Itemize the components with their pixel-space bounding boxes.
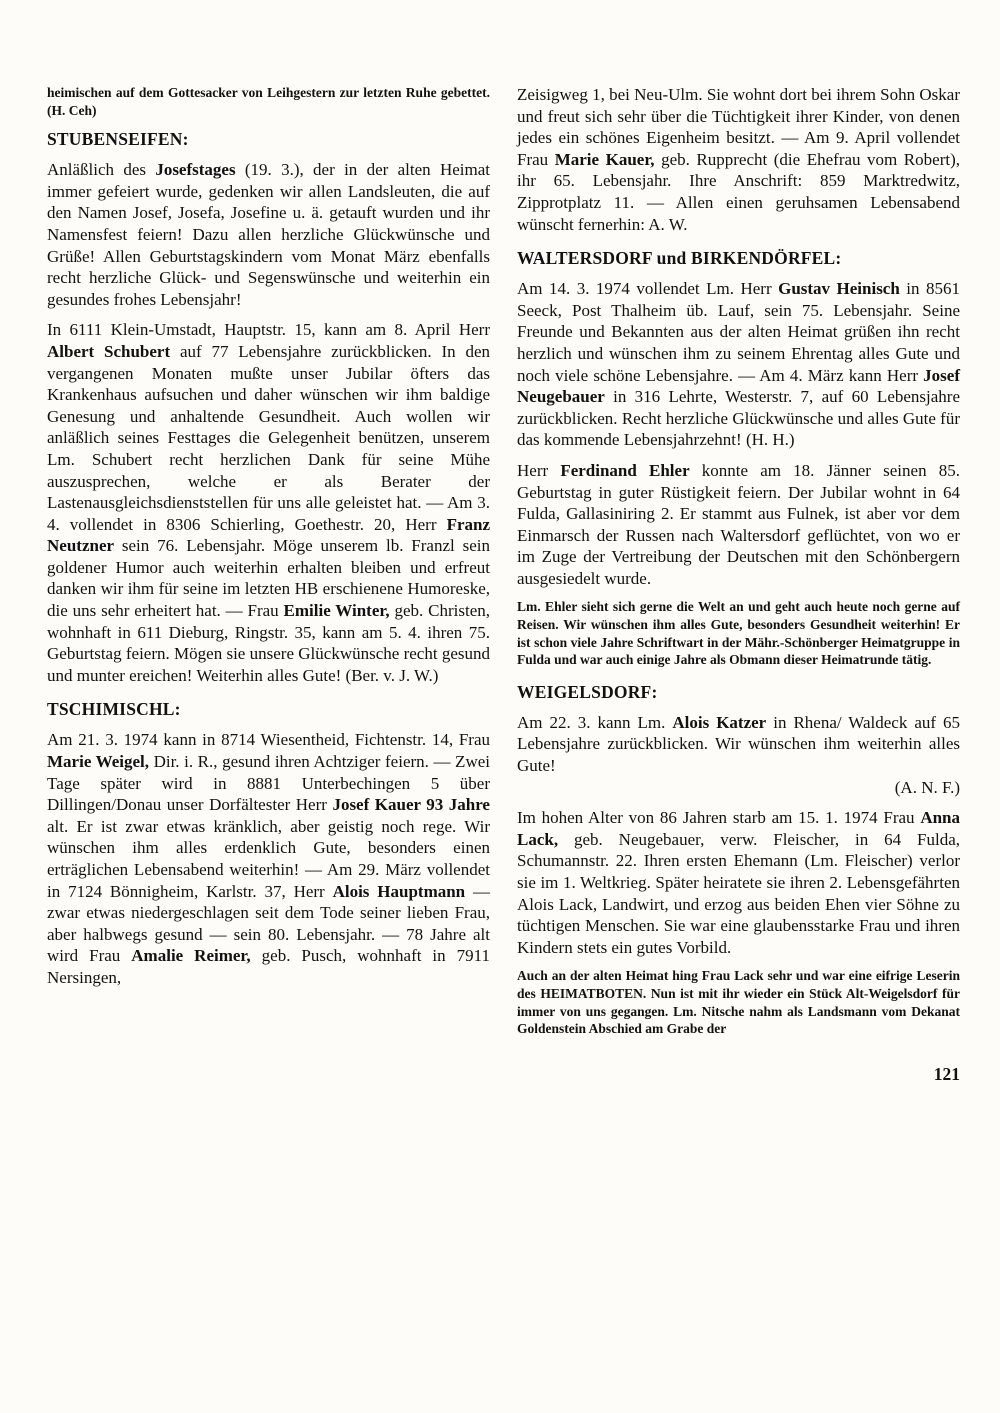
- paragraph-continuation: Zeisigweg 1, bei Neu-Ulm. Sie wohnt dort bei ihrem Sohn Oskar und freut sich sehr über die Tüchtigkeit ihrer Kinder, von denen jedes ein schönes Eigenheim besitzt. — Am 9. April vollendet Frau Marie Kauer, geb. Rupprecht (die Ehefrau vom Robert), ihr 65. Lebensjahr. Ihre Anschrift: 859 Marktredwitz, Zipprotplatz 11. — Allen einen geruhsamen Lebensabend wünscht fernerhin: A. W.: [517, 85, 960, 234]
- small-note-lack: Auch an der alten Heimat hing Frau Lack sehr und war eine eifrige Leserin des HEIMATBOTEN. Nun ist mit ihr wieder ein Stück Alt-Weigelsdorf für immer von uns gegangen. Lm. Nitsche nahm als Landsmann vom Dekanat Goldenstein Abschied am Grabe der: [517, 968, 960, 1037]
- paragraph-waltersdorf-2: Herr Ferdinand Ehler konnte am 18. Jänner seinen 85. Geburtstag in guter Rüstigkeit feiern. Der Jubilar wohnt in 64 Fulda, Gallasiniring 2. Er stammt aus Fulnek, ist aber vor dem Einmarsch der Russen nach Waltersdorf geflüchtet, von wo er im Zuge der Vertreibung der Deutschen mit den Schönbergern ausgesiedelt wurde.: [517, 460, 960, 588]
- attribution: (A. N. F.): [894, 777, 960, 797]
- section-heading-weigelsdorf: WEIGELSDORF:: [517, 681, 658, 702]
- carryover-text: heimischen auf dem Gottesacker von Leihgestern zur letzten Ruhe gebettet. (H. Ceh): [47, 85, 490, 118]
- paragraph-weigelsdorf-1: Am 22. 3. kann Lm. Alois Katzer in Rhena/ Waldeck auf 65 Lebensjahre zurückblicken. Wir wünschen ihm weiterhin alles Gute!: [517, 712, 961, 776]
- paragraph-stubenseifen-2: In 6111 Klein-Umstadt, Hauptstr. 15, kann am 8. April Herr Albert Schubert auf 77 Lebensjahre zurückblicken. In den vergangenen Monaten mußte unser Jubilar öfters das Krankenhaus aufsuchen und daher wünschen wir ihm baldige Genesung und anhaltende Gesundheit. Auch wollen wir anläßlich seines Festtages die Gelegenheit benützen, unserem Lm. Schubert recht herzlichen Dank für seine Mühe auszusprechen, welche er als Berater der Lastenausgleichsdienststellen für uns alle geleistet hat. — Am 3. 4. vollendet in 8306 Schierling, Goethestr. 20, Herr Franz Neutzner sein 76. Lebensjahr. Möge unserem lb. Franzl sein goldener Humor auch weiterhin erhalten bleiben und erfreut danken wir ihm für seine im letzten HB erschienene Humoreske, die uns sehr erheitert hat. — Frau Emilie Winter, geb. Christen, wohnhaft in 611 Dieburg, Ringstr. 35, kann am 5. 4. ihren 75. Geburtstag feiern. Mögen sie unsere Glückwünsche recht gesund und munter ereichen! Weiterhin alles Gute! (Ber. v. J. W.): [47, 320, 490, 685]
- paragraph-stubenseifen-1: Anläßlich des Josefstages (19. 3.), der in der alten Heimat immer gefeiert wurde, gedenken wir allen Landsleuten, die auf den Namen Josef, Josefa, Josefine u. ä. getauft wurden und ihr Namensfest feiern! Dazu allen herzliche Glückwünsche und Grüße! Allen Geburtstagskindern vom Monat März ebenfalls recht herzliche Glück- und Segenswünsche und weiterhin ein gesundes frohes Lebensjahr!: [47, 160, 490, 309]
- two-column-layout: [47, 84, 960, 1085]
- paragraph-weigelsdorf-2: Im hohen Alter von 86 Jahren starb am 15. 1. 1974 Frau Anna Lack, geb. Neugebauer, verw. Fleischer, in 64 Fulda, Schumannstr. 22. Ihren ersten Ehemann (Lm. Fleischer) verlor sie im 1. Weltkrieg. Später heiratete sie ihren 2. Lebensgefährten Alois Lack, Landwirt, und erzog aus beiden Ehen vier Söhne zu tüchtigen Menschen. Sie war eine glaubensstarke Frau und ihren Kindern stets ein gutes Vorbild.: [517, 808, 960, 957]
- left-column: [47, 84, 490, 1085]
- page-number: 121: [933, 1063, 960, 1084]
- small-note-ehler: Lm. Ehler sieht sich gerne die Welt an und geht auch heute noch gerne auf Reisen. Wir wünschen ihm alles Gute, besonders Gesundheit weiterhin! Er ist schon viele Jahre Schriftwart in der Mähr.-Schönberger Heimatgruppe in Fulda und war auch einige Jahre als Obmann dieser Heimatrunde tätig.: [517, 599, 960, 668]
- paragraph-waltersdorf-1: Am 14. 3. 1974 vollendet Lm. Herr Gustav Heinisch in 8561 Seeck, Post Thalheim üb. Lauf, sein 75. Lebensjahr. Seine Freunde und Bekannten aus der alten Heimat grüßen ihn recht herzlich und wünschen ihm zu seinem Ehrentag alles Gute und noch viele schöne Lebensjahre. — Am 4. März kann Herr Josef Neugebauer in 316 Lehrte, Westerstr. 7, auf 60 Lebensjahre zurückblicken. Recht herzliche Glückwünsche und alles Gute für das kommende Lebensjahrzehnt! (H. H.): [517, 279, 960, 450]
- section-heading-stubenseifen: STUBENSEIFEN:: [47, 129, 189, 150]
- right-column: [517, 84, 960, 1085]
- section-heading-waltersdorf: WALTERSDORF und BIRKENDÖRFEL:: [517, 248, 842, 269]
- paragraph-tschimischl-1: Am 21. 3. 1974 kann in 8714 Wiesentheid, Fichtenstr. 14, Frau Marie Weigel, Dir. i. R., gesund ihren Achtziger feiern. — Zwei Tage später wird in 8881 Unterbechingen 5 über Dillingen/Donau unser Dorfältester Herr Josef Kauer 93 Jahre alt. Er ist zwar etwas kränklich, aber geistig noch rege. Wir wünschen ihm alles erdenklich Gute, besonders einen erträglichen Lebensabend weiterhin! — Am 29. März vollendet in 7124 Bönnigheim, Karlstr. 37, Herr Alois Hauptmann — zwar etwas niedergeschlagen seit dem Tode seiner lieben Frau, aber halbwegs gesund — sein 80. Lebensjahr. — 78 Jahre alt wird Frau Amalie Reimer, geb. Pusch, wohnhaft in 7911 Nersingen,: [47, 730, 490, 987]
- section-heading-tschimischl: TSCHIMISCHL:: [47, 699, 181, 720]
